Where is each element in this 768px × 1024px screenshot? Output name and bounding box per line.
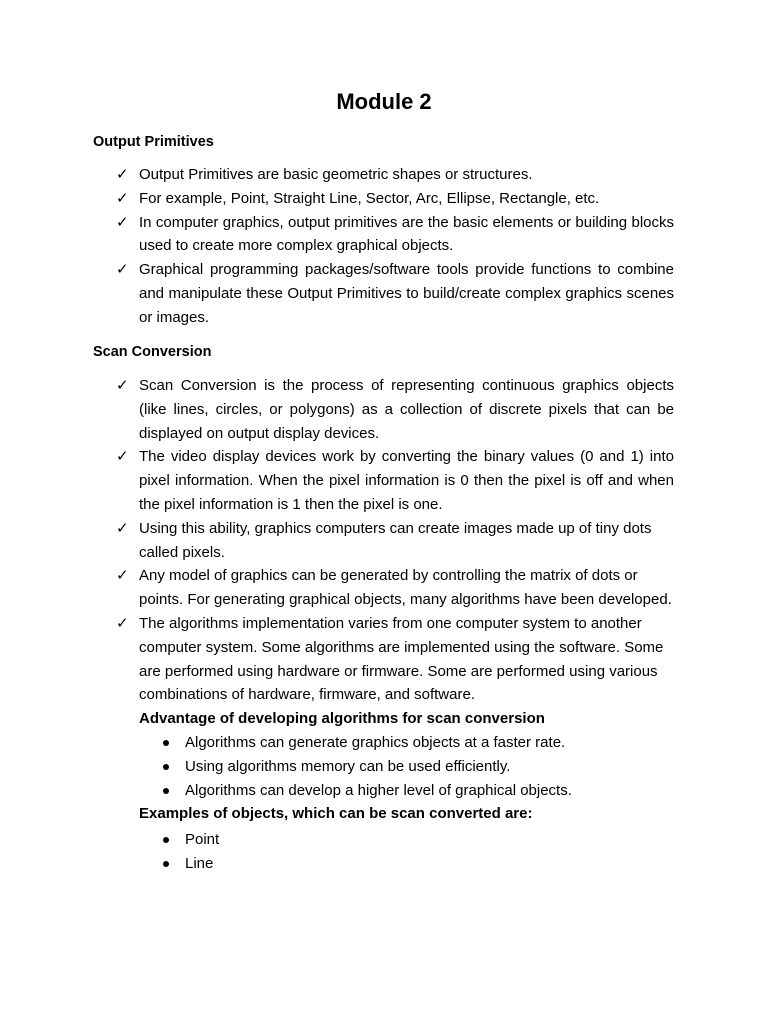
- check-mark-icon: ✓: [116, 189, 129, 207]
- list-item-text: Any model of graphics can be generated by controlling the matrix of dots or points. For generating graphical objects, many algorithms have been developed.: [139, 567, 672, 609]
- check-mark-icon: ✓: [116, 377, 129, 394]
- list-item-text: Using this ability, graphics computers can create images made up of tiny dots called pixels.: [139, 519, 652, 561]
- check-mark-icon: ✓: [116, 614, 129, 632]
- bullet-dot-icon: [163, 861, 169, 867]
- bullet-item-text: Using algorithms memory can be used efficiently.: [185, 757, 511, 775]
- bullet-dot-icon: [163, 764, 169, 770]
- list-item: [116, 163, 674, 187]
- bullet-dot-icon: [163, 740, 169, 746]
- check-mark-icon: ✓: [116, 448, 129, 466]
- advantages-block: [116, 707, 674, 802]
- bullet-item: [116, 852, 674, 876]
- list-item: [116, 612, 674, 707]
- advantages-heading: Advantage of developing algorithms for scan conversion: [139, 710, 545, 728]
- bullet-item-text: Point: [185, 831, 220, 849]
- check-mark-icon: ✓: [116, 567, 129, 585]
- bullet-item-text: Line: [185, 854, 214, 872]
- list-item-text: Scan Conversion is the process of representing continuous graphics objects (like lines, circles, or polygons) as a collection of discrete pixels that can be displayed on output display devices.: [139, 377, 674, 442]
- list-item: [116, 517, 674, 565]
- check-mark-icon: ✓: [116, 519, 129, 537]
- examples-list: [116, 828, 674, 876]
- bullet-dot-icon: [163, 837, 169, 843]
- advantages-list: [116, 731, 674, 802]
- output-primitives-list: [116, 163, 674, 330]
- list-item-text: Graphical programming packages/software tools provide functions to combine and manipulate these Output Primitives to build/create complex graphics scenes or images.: [139, 261, 674, 326]
- list-item: [116, 258, 674, 329]
- bullet-item: [116, 779, 674, 803]
- page-title: Module 2: [336, 89, 432, 114]
- list-item: [116, 211, 674, 259]
- bullet-item: [116, 731, 674, 755]
- section-heading-scan-conversion: Scan Conversion: [93, 344, 212, 360]
- bullet-item-text: Algorithms can develop a higher level of graphical objects.: [185, 781, 572, 799]
- list-item-text: For example, Point, Straight Line, Sector, Arc, Ellipse, Rectangle, etc.: [139, 189, 600, 207]
- list-item: [116, 187, 674, 211]
- examples-block: [116, 802, 674, 875]
- check-mark-icon: ✓: [116, 261, 129, 279]
- scan-conversion-list: [116, 374, 674, 876]
- list-item: [116, 445, 674, 516]
- bullet-item-text: Algorithms can generate graphics objects at a faster rate.: [185, 733, 566, 751]
- bullet-item: [116, 828, 674, 852]
- check-mark-icon: ✓: [116, 213, 129, 231]
- list-item: [116, 374, 674, 445]
- examples-heading: Examples of objects, which can be scan converted are:: [139, 805, 533, 823]
- list-item-text: The algorithms implementation varies from one computer system to another computer system. Some algorithms are implemented using the software. Some are performed using hardware or firmware. Some are performed using various combinations of hardware, firmware, and software.: [139, 614, 664, 704]
- list-item-text: Output Primitives are basic geometric shapes or structures.: [139, 166, 533, 183]
- section-heading-output-primitives: Output Primitives: [93, 134, 214, 150]
- bullet-item: [116, 755, 674, 779]
- list-item-text: In computer graphics, output primitives are the basic elements or building blocks used to create more complex graphical objects.: [139, 213, 674, 255]
- list-item-text: The video display devices work by converting the binary values (0 and 1) into pixel information. When the pixel information is 0 then the pixel is off and when the pixel information is 1 then the pixel is one.: [139, 448, 674, 513]
- check-mark-icon: ✓: [116, 166, 129, 183]
- list-item: [116, 564, 674, 612]
- bullet-dot-icon: [163, 788, 169, 794]
